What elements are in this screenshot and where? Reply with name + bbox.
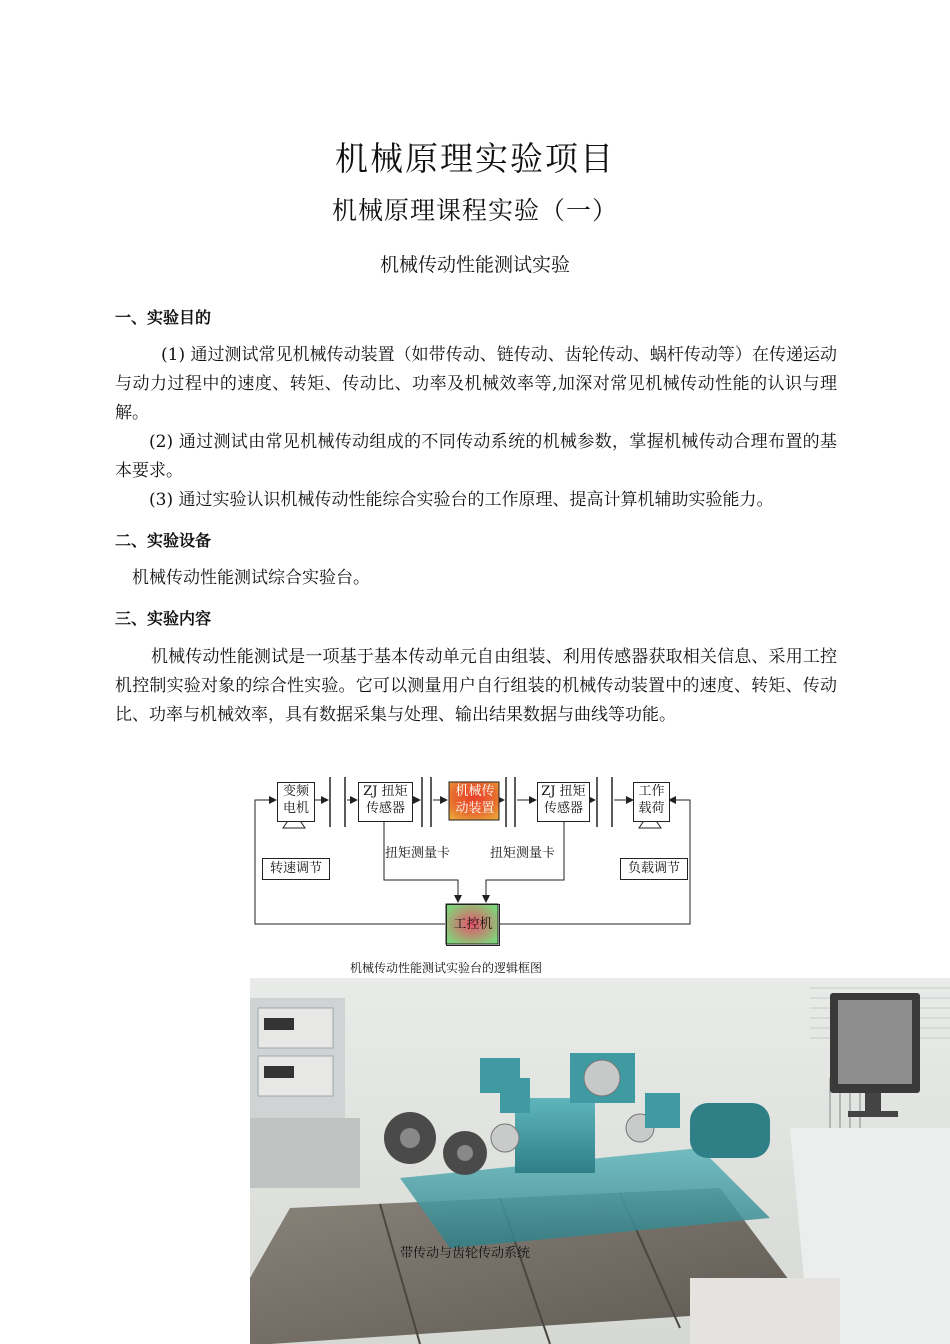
- test-bench-illustration: [250, 978, 950, 1344]
- section-heading-content: 三、实验内容: [115, 609, 212, 628]
- content-text: 机械传动性能测试是一项基于基本传动单元自由组装、利用传感器获取相关信息、采用工控机控制实验对象的综合性实验。它可以测量用户自行组装的机械传动装置中的速度、转矩、传动比、功率与机械效率，具有数据采集与处理、输出结果数据与曲线等功能。: [115, 647, 837, 725]
- industrial-pc-box: 工控机: [446, 904, 500, 946]
- diagram-caption: 机械传动性能测试实验台的逻辑框图: [350, 961, 543, 975]
- experiment-title: 机械传动性能测试实验: [379, 254, 570, 276]
- speed-adjust-box: 转速调节: [262, 858, 330, 880]
- load-adjust-box: 负载调节: [620, 858, 688, 880]
- photo-caption: 带传动与齿轮传动系统: [400, 1246, 531, 1261]
- motor-label-1: 变频: [282, 784, 309, 799]
- torque-card-2-label: 扭矩测量卡: [490, 846, 556, 861]
- transmission-device-box: [449, 782, 501, 822]
- block-diagram: [250, 772, 700, 947]
- device-label-2: 动装置: [455, 801, 495, 816]
- torque-sensor-1-box: [358, 782, 413, 822]
- page-title: 机械原理实验项目: [335, 139, 615, 178]
- sensor1-label-1: ZJ 扭矩: [363, 784, 408, 799]
- section-heading-purpose: 一、实验目的: [115, 308, 212, 327]
- motor-box: [277, 782, 315, 822]
- section-heading-equipment: 二、实验设备: [115, 531, 212, 550]
- torque-sensor-2-box: [537, 782, 590, 822]
- load-box: [633, 782, 670, 822]
- load-label-1: 工作: [638, 784, 665, 799]
- sensor2-label-2: 传感器: [543, 801, 583, 816]
- purpose-item-2: (2) 通过测试由常见机械传动组成的不同传动系统的机械参数，掌握机械传动合理布置的基本要求。: [115, 432, 837, 481]
- load-label-2: 载荷: [638, 801, 665, 816]
- torque-card-1-label: 扭矩测量卡: [385, 846, 451, 861]
- purpose-item-1: (1) 通过测试常见机械传动装置（如带传动、链传动、齿轮传动、蜗杆传动等）在传递运动与动力过程中的速度、转矩、传动比、功率及机械效率等,加深对常见机械传动性能的认识与理解。: [115, 345, 837, 423]
- purpose-item-3: (3) 通过实验认识机械传动性能综合实验台的工作原理、提高计算机辅助实验能力。: [149, 490, 774, 510]
- device-label-1: 机械传: [455, 784, 495, 799]
- sensor1-label-2: 传感器: [365, 801, 405, 816]
- test-bench-photo: [250, 978, 950, 1344]
- sensor2-label-1: ZJ 扭矩: [541, 784, 586, 799]
- equipment-text: 机械传动性能测试综合实验台。: [132, 568, 370, 588]
- page-subtitle: 机械原理课程实验（一）: [331, 196, 618, 225]
- motor-label-2: 电机: [282, 801, 309, 816]
